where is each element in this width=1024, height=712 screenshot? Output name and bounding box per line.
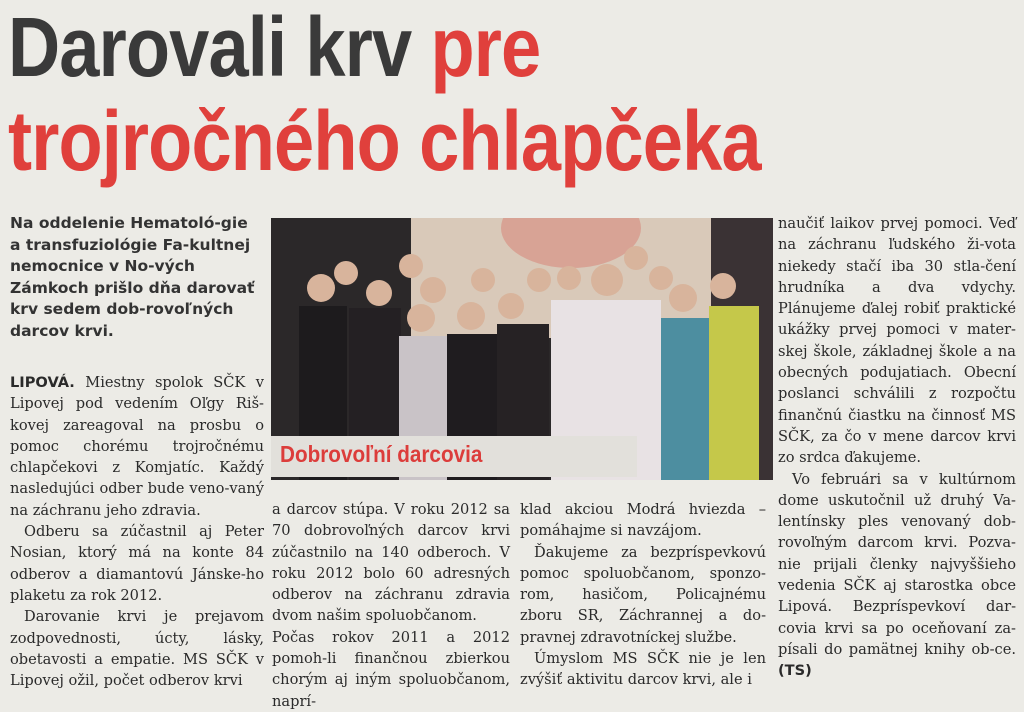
paragraph-10: [778, 469, 1016, 682]
paragraph-1-text: Miestny spolok SČK v Lipovej pod vedením Oľgy Riš-kovej zareagoval na prosbu o pomoc chorému trojročnému chlapčekovi z Komjatíc. Každý nasledujúci odber bude veno-vaný na záchranu jeho zdravia.: [10, 374, 264, 519]
article-lead: Na oddelenie Hematoló-gie a transfuziológie Fa-kultnej nemocnice v No-vých Zámkoch prišlo dňa darovať krv sedem dob-rovoľných darcov krvi.: [10, 214, 255, 340]
paragraph-3: Darovanie krvi je prejavom zodpovednosti, úcty, lásky, obetavosti a empatie. MS SČK v Lipovej ožil, počet odberov krvi: [10, 608, 264, 690]
paragraph-8: Úmyslom MS SČK nie je len zvýšiť aktivitu darcov krvi, ale i: [520, 650, 766, 689]
dateline: LIPOVÁ.: [10, 374, 75, 391]
paragraph-4: a darcov stúpa. V roku 2012 sa 70 dobrovoľných darcov krvi zúčastnilo na 140 odberoch. V roku 2012 bolo 60 adresných odberov na záchranu zdravia dvom našim spoluobčanom.: [272, 501, 510, 625]
article-column-3: [520, 499, 766, 691]
paragraph-10-text: Vo februári sa v kultúrnom dome uskutočnil už druhý Va-lentínsky ples venovaný dob-rovoľným darcom krvi. Pozva-nie prijali členky najvyššieho vedenia SČK aj starostka obce Lipová. Bezpríspevkoví dar-covia krvi sa po oceňovaní za-písali do pamätnej knihy ob-ce.: [778, 470, 1016, 658]
headline-part-red-1: pre: [430, 0, 541, 94]
paragraph-9: naučiť laikov prvej pomoci. Veď na záchranu ľudského ži-vota niekedy stačí iba 30 stla-čení hrudníka a dva vdychy. Plánujeme ďalej robiť praktické ukážky prvej pomoci v mater-skej škole, základnej škole a na obecných podujatiach. Obecní poslanci schválili z rozpočtu finančnú čiastku na činnosť MS SČK, za čo v mene darcov krvi zo srdca ďakujeme.: [778, 215, 1016, 467]
article-column-4: [778, 213, 1016, 682]
paragraph-6: klad akciou Modrá hviezda – pomáhajme si navzájom.: [520, 501, 766, 540]
headline-part-dark: Darovali krv: [8, 0, 412, 94]
author-signature: (TS): [778, 662, 812, 680]
headline-part-red-2: trojročného chlapčeka: [8, 94, 761, 188]
photo-caption: Dobrovoľní darcovia: [280, 441, 483, 467]
article-column-1: [10, 372, 264, 691]
paragraph-2: Odberu sa zúčastnil aj Peter Nosian, ktorý má na konte 84 odberov a diamantovú Jánske-ho plaketu za rok 2012.: [10, 523, 264, 604]
headline: [8, 0, 877, 188]
paragraph-1: [10, 372, 264, 521]
paragraph-7: Ďakujeme za bezpríspevkovú pomoc spoluobčanom, sponzo-rom, hasičom, Policajnému zboru SR, Záchrannej a do-pravnej zdravotníckej službe.: [520, 543, 766, 646]
article-column-2: [272, 499, 510, 712]
paragraph-5: Počas rokov 2011 a 2012 pomoh-li finančnou zbierkou chorým aj iným spoluobčanom, naprí-: [272, 628, 510, 710]
